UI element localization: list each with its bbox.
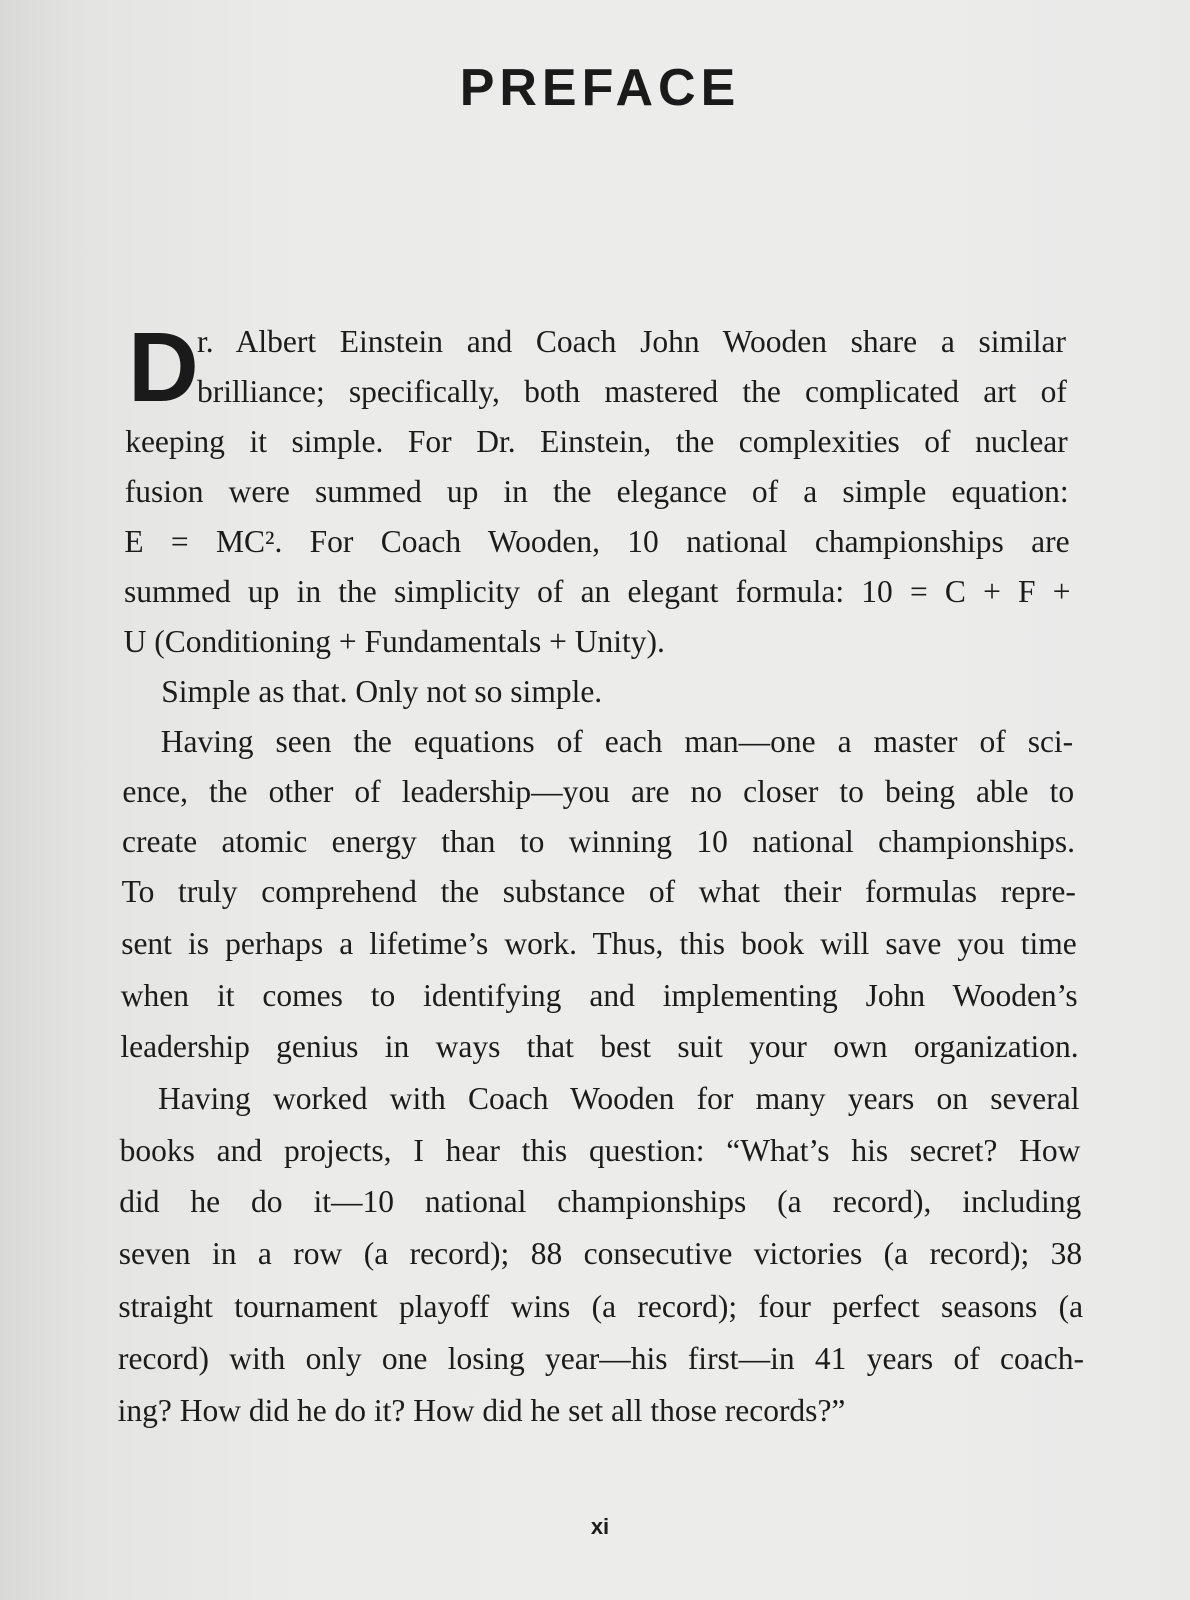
text-line: ing? How did he do it? How did he set all those records?”: [117, 1393, 846, 1428]
text-line: did he do it—10 national championships (a record), including: [119, 1184, 1082, 1219]
text-line: E = MC². For Coach Wooden, 10 national championships are: [124, 524, 1070, 559]
text-line: fusion were summed up in the elegance of a simple equation:: [124, 474, 1069, 509]
text-line: straight tournament playoff wins (a record); four perfect seasons (a: [118, 1289, 1084, 1324]
text-line: brilliance; specifically, both mastered the complicated art of: [197, 374, 1067, 409]
text-line: books and projects, I hear this question: “What’s his secret? How: [119, 1133, 1081, 1168]
text-line: ence, the other of leadership—you are no closer to being able to: [122, 774, 1075, 809]
text-line: r. Albert Einstein and Coach John Wooden share a similar: [197, 324, 1066, 359]
text-line: To truly comprehend the substance of what their formulas repre-: [121, 874, 1076, 909]
text-line: keeping it simple. For Dr. Einstein, the complexities of nuclear: [125, 424, 1068, 459]
text-line: record) with only one losing year—his first—in 41 years of coach-: [118, 1341, 1084, 1376]
drop-cap: D: [128, 312, 199, 422]
text-line: Simple as that. Only not so simple.: [161, 674, 603, 709]
text-line: Having seen the equations of each man—one a master of sci-: [160, 724, 1074, 759]
text-line: when it comes to identifying and implementing John Wooden’s: [120, 978, 1078, 1013]
text-line: leadership genius in ways that best suit your own organization.: [120, 1029, 1079, 1064]
text-line: sent is perhaps a lifetime’s work. Thus, this book will save you time: [121, 926, 1077, 961]
text-line: U (Conditioning + Fundamentals + Unity).: [123, 624, 665, 659]
text-line: Having worked with Coach Wooden for many years on several: [158, 1081, 1080, 1116]
text-line: seven in a row (a record); 88 consecutive victories (a record); 38: [118, 1236, 1083, 1271]
text-line: create atomic energy than to winning 10 national championships.: [122, 824, 1075, 859]
text-line: summed up in the simplicity of an elegant formula: 10 = C + F +: [124, 574, 1071, 609]
page-title: PREFACE: [459, 59, 741, 117]
page-number: xi: [590, 1514, 610, 1539]
